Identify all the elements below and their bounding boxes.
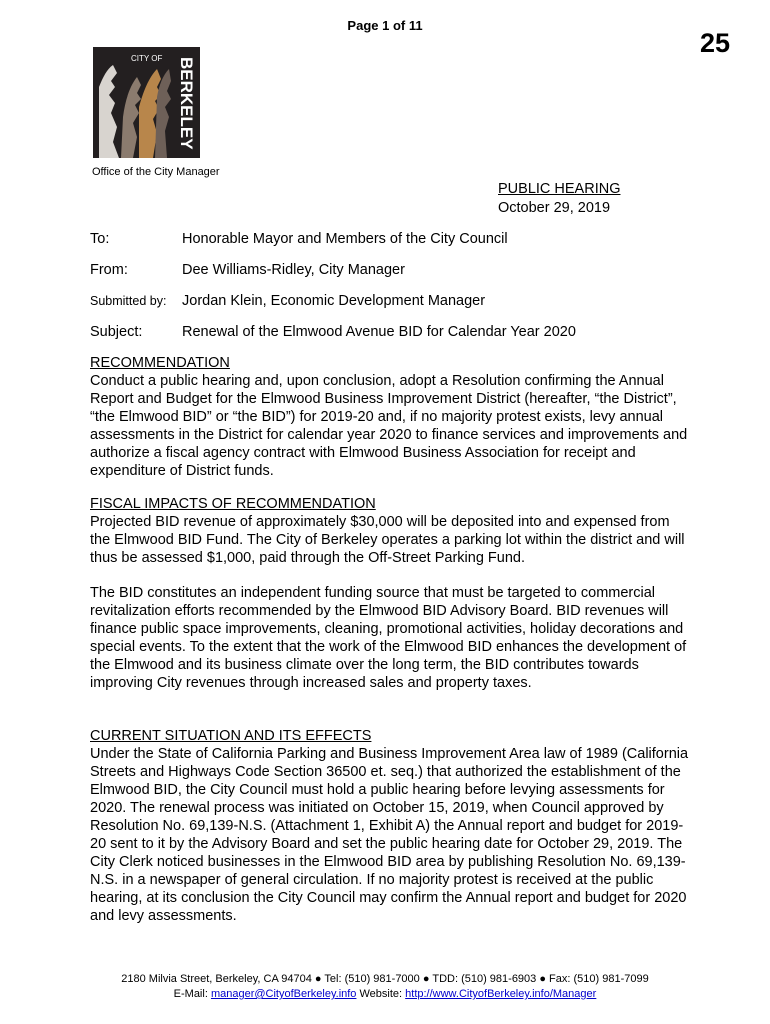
- to-label: To:: [90, 231, 110, 247]
- current-body: Under the State of California Parking and Business Improvement Area law of 1989 (California Streets and Highways Code Section 36500 et. seq.) that authorized the establishment of the Elmwood BID, the City Council must hold a public hearing before levying assessments for 2020. The renewal process was initiated on October 15, 2019, when Council approved by Resolution No. 69,139-N.S. (Attachment 1, Exhibit A) the Annual report and budget for 2019-20 sent to it by the Advisory Board and set the public hearing date for October 29, 2019. The City Clerk noticed businesses in the Elmwood BID area by publishing Resolution No. 69,139-N.S. in a newspaper of general circulation. If no majority protest is received at the public hearing, at its conclusion the City Council may confirm the Annual report and budget for 2020 and levy assessments.: [90, 746, 689, 924]
- recommendation-section: [90, 354, 690, 480]
- current-situation-section: [90, 727, 690, 925]
- city-of-berkeley-logo: [93, 47, 200, 158]
- agenda-item-number: 25: [700, 28, 731, 58]
- website-label: Website:: [359, 988, 403, 1000]
- memo-to-row: [90, 231, 508, 247]
- recommendation-heading: RECOMMENDATION: [90, 355, 230, 371]
- logo-city-of-text: CITY OF: [131, 54, 163, 63]
- hearing-block: [498, 180, 620, 218]
- footer-address: 2180 Milvia Street, Berkeley, CA 94704 ● Tel: (510) 981-7000 ● TDD: (510) 981-6903 ● Fax: (510) 981-7099: [121, 973, 649, 985]
- memo-subject-row: [90, 324, 576, 340]
- subject-value: Renewal of the Elmwood Avenue BID for Calendar Year 2020: [182, 324, 576, 340]
- from-value: Dee Williams-Ridley, City Manager: [182, 262, 405, 278]
- recommendation-body: Conduct a public hearing and, upon conclusion, adopt a Resolution confirming the Annual Report and Budget for the Elmwood Business Improvement District (hereafter, “the District”, “the Elmwood BID” or “the BID”) for 2019-20 and, if no majority protest exists, levy annual assessments in the District for calendar year 2020 to finance services and improvements and authorize a fiscal agency contract with Elmwood Business Association for receipt and expenditure of District funds.: [90, 373, 688, 479]
- fiscal-section-2: [90, 584, 690, 692]
- logo-graphic: [93, 47, 200, 158]
- page-number: Page 1 of 11: [347, 18, 423, 33]
- current-heading: CURRENT SITUATION AND ITS EFFECTS: [90, 728, 372, 744]
- fiscal-heading: FISCAL IMPACTS OF RECOMMENDATION: [90, 496, 376, 512]
- from-label: From:: [90, 262, 128, 278]
- email-link[interactable]: manager@CityofBerkeley.info: [210, 988, 357, 1000]
- memo-from-row: [90, 262, 405, 278]
- fiscal-section: [90, 495, 690, 567]
- submitted-label: Submitted by:: [90, 294, 167, 308]
- page-footer: [0, 972, 770, 1002]
- fiscal-paragraph-2: The BID constitutes an independent funding source that must be targeted to commercial revitalization efforts recommended by the Elmwood BID Advisory Board. BID revenues will finance public space improvements, cleaning, promotional activities, holiday decorations and special events. To the extent that the work of the Elmwood BID enhances the development of the Elmwood and its business climate over the long term, the BID contributes towards improving City revenues through increased sales and property taxes.: [90, 585, 687, 691]
- footer-contact: [0, 987, 770, 1002]
- website-link[interactable]: http://www.CityofBerkeley.info/Manager: [405, 988, 597, 1000]
- hearing-date: October 29, 2019: [498, 200, 611, 216]
- subject-label: Subject:: [90, 324, 143, 340]
- to-value: Honorable Mayor and Members of the City Council: [182, 231, 508, 247]
- submitted-value: Jordan Klein, Economic Development Manager: [182, 293, 486, 309]
- logo-berkeley-text: BERKELEY: [177, 57, 196, 150]
- office-name: Office of the City Manager: [92, 166, 220, 178]
- memo-submitted-row: [90, 293, 485, 309]
- fiscal-paragraph-1: Projected BID revenue of approximately $30,000 will be deposited into and expensed from the Elmwood BID Fund. The City of Berkeley operates a parking lot within the district and will thus be assessed $1,000, paid through the Off-Street Parking Fund.: [90, 514, 685, 566]
- email-label: E-Mail:: [173, 988, 208, 1000]
- hearing-type: PUBLIC HEARING: [498, 181, 621, 197]
